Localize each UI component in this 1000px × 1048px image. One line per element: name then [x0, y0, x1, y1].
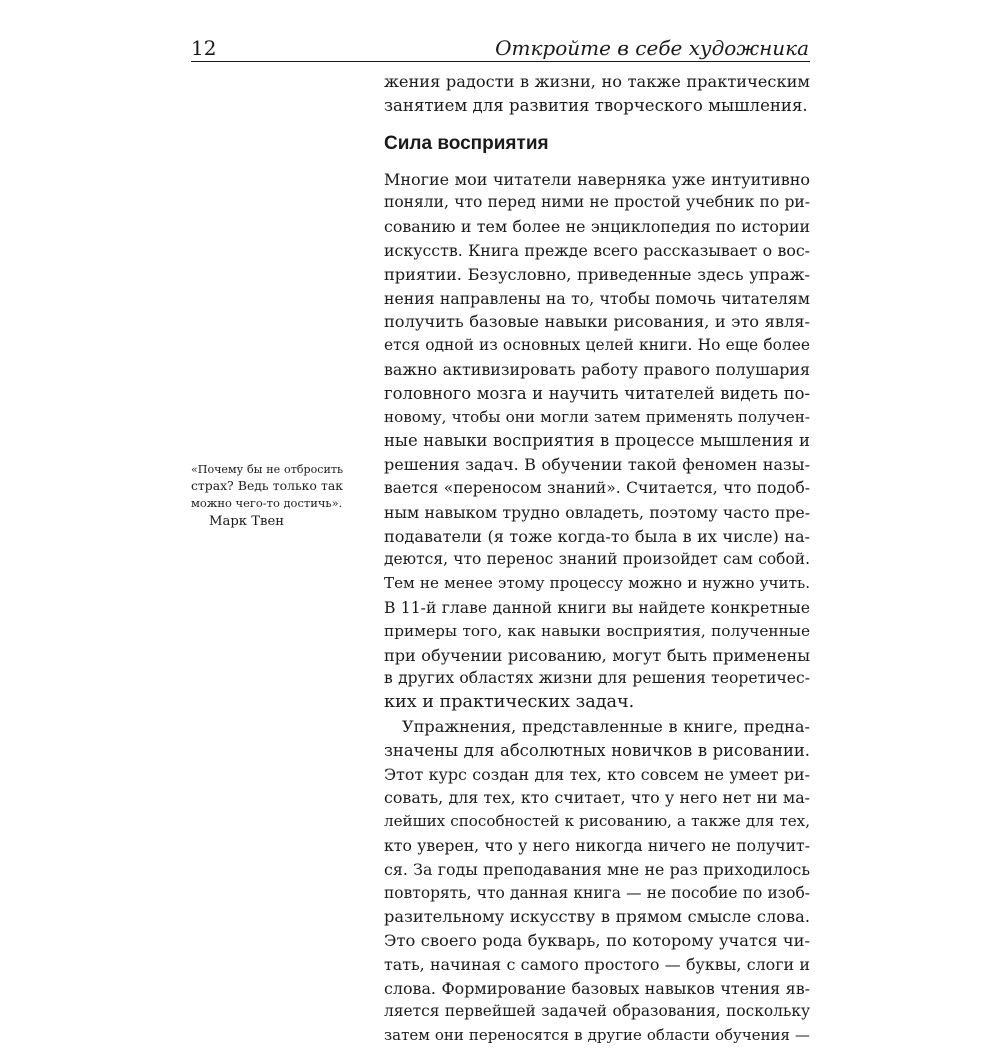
text-line: приятии. Безусловно, приведенные здесь упраж- [384, 264, 810, 284]
text-line: жения радости в жизни, но также практическим [384, 72, 810, 91]
text-line: Тем не менее этому процессу можно и нужно учить. [384, 574, 810, 593]
text-line: Это своего рода букварь, по которому учатся чи- [384, 931, 810, 951]
quote-line: можно чего-то достичь». [191, 495, 343, 510]
text-line: вается «переносом знаний». Считается, что подоб- [384, 478, 810, 497]
continued-paragraph [384, 70, 810, 118]
text-line: значены для абсолютных новичков в рисовании. [384, 740, 810, 760]
paragraph-1 [384, 168, 810, 715]
text-line: ется одной из основных целей книги. Но еще более [384, 336, 810, 355]
section-heading: Сила восприятия [384, 132, 549, 154]
text-line: Упражнения, представленные в книге, предна- [402, 716, 810, 736]
text-line: повторять, что данная книга — не пособие по изоб- [384, 883, 810, 902]
text-line: ным навыком трудно овладеть, поэтому часто пре- [384, 502, 810, 522]
text-line: важно активизировать работу правого полушария [384, 359, 810, 379]
text-line: занятием для развития творческого мышления. [384, 95, 808, 115]
text-line: Многие мои читатели наверняка уже интуитивно [384, 169, 810, 189]
text-line: ся. За годы преподавания мне не раз приходилось [384, 859, 810, 879]
running-title: Откройте в себе художника [495, 36, 809, 60]
quote-line: страх? Ведь только так [191, 479, 343, 494]
text-line: новому, чтобы они могли затем применять получен- [384, 407, 810, 426]
text-line: разительному искусству в прямом смысле слова. [384, 907, 810, 927]
text-line: кто уверен, что у него никогда ничего не получит- [384, 835, 810, 855]
header-rule [191, 61, 810, 62]
text-line: искусств. Книга прежде всего рассказывает о вос- [384, 240, 810, 260]
text-line: ные навыки восприятия в процессе мышления и [384, 431, 810, 451]
text-line: ляется первейшей задачей образования, поскольку [384, 1002, 810, 1021]
text-line: сованию и тем более не энциклопедия по истории [384, 217, 810, 237]
page-number: 12 [191, 36, 217, 60]
text-line: подаватели (я тоже когда-то была в их числе) на- [384, 526, 810, 546]
text-line: лейших способностей к рисованию, а также для тех, [384, 812, 810, 831]
paragraph-2 [384, 715, 810, 1048]
text-line: поняли, что перед ними не простой учебник по ри- [384, 193, 810, 212]
quote-author: Марк Твен [209, 514, 285, 530]
text-line: головного мозга и научить читателей видеть по- [384, 383, 810, 403]
text-line: ких и практических задач. [384, 692, 635, 713]
text-line: совать, для тех, кто считает, что у него нет ни ма- [384, 788, 810, 808]
text-line: получить базовые навыки рисования, и это явля- [384, 312, 810, 332]
text-line: примеры того, как навыки восприятия, полученные [384, 621, 810, 640]
margin-quote [191, 462, 343, 531]
text-line: при обучении рисованию, могут быть применены [384, 645, 810, 665]
text-line: Этот курс создан для тех, кто совсем не умеет ри- [384, 764, 810, 784]
quote-line: «Почему бы не отбросить [191, 463, 343, 476]
text-line: решения задач. В обучении такой феномен назы- [384, 455, 810, 475]
text-line: нения направлены на то, чтобы помочь читателям [384, 288, 810, 308]
text-line: слова. Формирование базовых навыков чтения яв- [384, 978, 810, 998]
text-line: затем они переносятся в другие области обучения — [384, 1026, 810, 1045]
text-line: деются, что перенос знаний произойдет сам собой. [384, 550, 810, 569]
main-text-column [384, 70, 810, 1048]
text-line: В 11-й главе данной книги вы найдете конкретные [384, 597, 810, 617]
text-line: тать, начиная с самого простого — буквы, слоги и [384, 954, 810, 974]
text-line: в других областях жизни для решения теоретичес- [384, 669, 810, 688]
